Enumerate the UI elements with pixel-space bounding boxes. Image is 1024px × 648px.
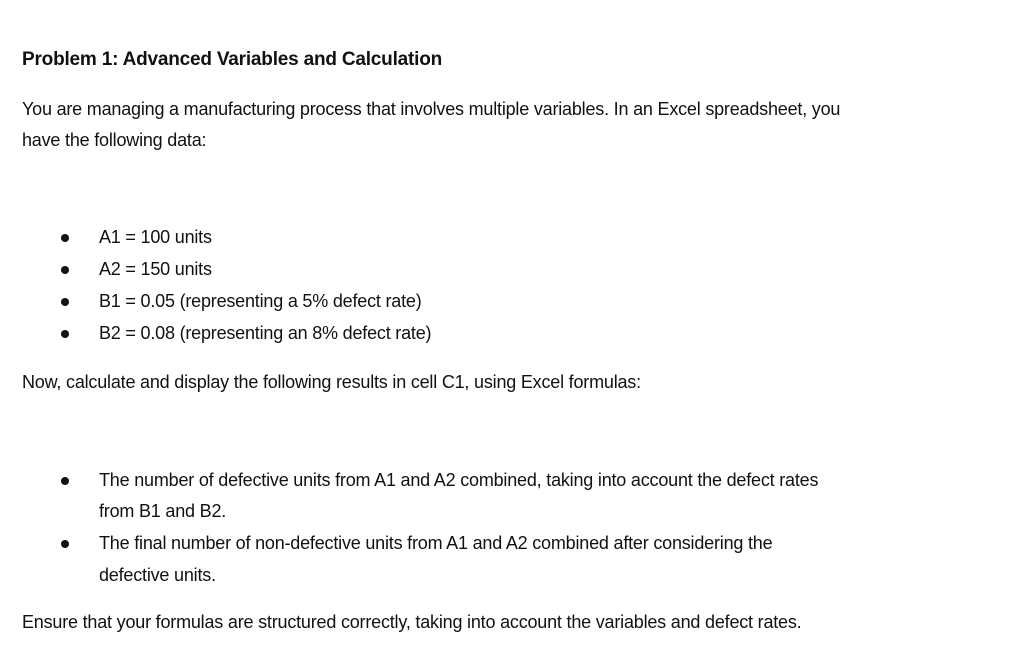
data-item: A2 = 150 units: [99, 259, 212, 279]
instruction-text: Now, calculate and display the following results in cell C1, using Excel formulas:: [22, 372, 641, 392]
data-item: B2 = 0.08 (representing an 8% defect rate): [99, 323, 432, 343]
problem-title: Problem 1: Advanced Variables and Calculation: [22, 49, 443, 70]
data-item: B1 = 0.05 (representing a 5% defect rate): [99, 291, 422, 311]
bullet-icon: [61, 540, 69, 548]
closing-text: Ensure that your formulas are structured correctly, taking into account the variables and defect rates.: [22, 612, 802, 632]
intro-line-1: You are managing a manufacturing process that involves multiple variables. In an Excel spreadsheet, you: [22, 99, 841, 119]
task-item-line: defective units.: [99, 565, 216, 585]
bullet-icon: [61, 477, 69, 485]
task-item-line: The final number of non-defective units from A1 and A2 combined after considering the: [99, 533, 773, 553]
bullet-icon: [61, 298, 69, 306]
bullet-icon: [61, 266, 69, 274]
task-item-line: The number of defective units from A1 and A2 combined, taking into account the defect rates: [99, 470, 819, 490]
intro-line-2: have the following data:: [22, 130, 207, 150]
bullet-icon: [61, 330, 69, 338]
data-item: A1 = 100 units: [99, 227, 212, 247]
task-item-line: from B1 and B2.: [99, 501, 227, 521]
bullet-icon: [61, 234, 69, 242]
